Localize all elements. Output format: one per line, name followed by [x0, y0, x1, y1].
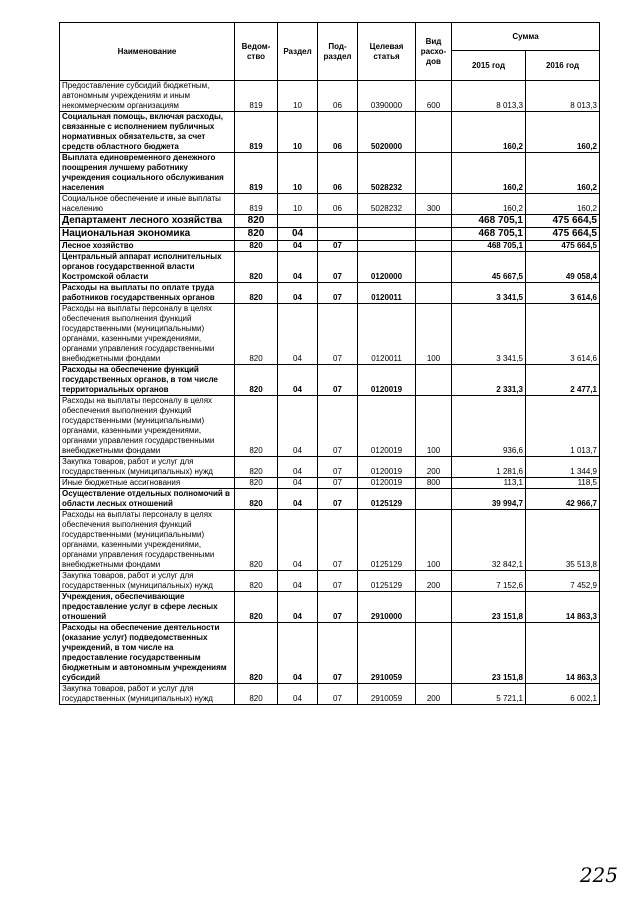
row-name: Расходы на обеспечение функций государственных органов, в том числе территориальных органов — [60, 365, 235, 396]
row-value-2015: 5 721,1 — [452, 684, 526, 705]
table-row — [60, 241, 600, 252]
table-row — [60, 396, 600, 457]
row-target — [358, 215, 416, 228]
row-value-2016: 160,2 — [526, 153, 600, 194]
table-row — [60, 365, 600, 396]
row-value-2016: 2 477,1 — [526, 365, 600, 396]
row-value-2016: 475 664,5 — [526, 241, 600, 252]
row-name: Центральный аппарат исполнительных органов государственной власти Костромской области — [60, 252, 235, 283]
row-exptype — [416, 153, 452, 194]
row-target — [358, 228, 416, 241]
row-name: Выплата единовременного денежного поощрения лучшему работнику учреждения социального обслуживания населения — [60, 153, 235, 194]
header-dept: Ведом- ство — [235, 23, 278, 81]
row-dept: 819 — [235, 194, 278, 215]
row-target: 0120019 — [358, 396, 416, 457]
row-dept: 820 — [235, 478, 278, 489]
row-subsection: 06 — [318, 153, 358, 194]
table-row — [60, 571, 600, 592]
row-subsection — [318, 228, 358, 241]
row-name: Лесное хозяйство — [60, 241, 235, 252]
row-name: Закупка товаров, работ и услуг для государственных (муниципальных) нужд — [60, 684, 235, 705]
row-value-2016: 475 664,5 — [526, 228, 600, 241]
row-section: 10 — [278, 81, 318, 112]
row-value-2015: 3 341,5 — [452, 304, 526, 365]
header-exptype: Вид расхо- дов — [416, 23, 452, 81]
row-name: Социальное обеспечение и иные выплаты населению — [60, 194, 235, 215]
row-exptype: 200 — [416, 571, 452, 592]
row-exptype: 200 — [416, 457, 452, 478]
row-exptype — [416, 215, 452, 228]
row-dept: 820 — [235, 684, 278, 705]
row-name: Закупка товаров, работ и услуг для государственных (муниципальных) нужд — [60, 571, 235, 592]
row-exptype — [416, 283, 452, 304]
row-subsection: 07 — [318, 592, 358, 623]
table-row — [60, 153, 600, 194]
row-name: Учреждения, обеспечивающие предоставление услуг в сфере лесных отношений — [60, 592, 235, 623]
row-subsection: 07 — [318, 571, 358, 592]
row-exptype — [416, 489, 452, 510]
row-subsection: 07 — [318, 283, 358, 304]
row-target: 5020000 — [358, 112, 416, 153]
row-subsection: 06 — [318, 81, 358, 112]
row-dept: 820 — [235, 457, 278, 478]
row-name: Расходы на выплаты персоналу в целях обеспечения выполнения функций государственными (муниципальными) органами, казенными учреждениями, органами управления государственными внебюджетными фондами — [60, 510, 235, 571]
row-exptype: 100 — [416, 510, 452, 571]
row-dept: 819 — [235, 81, 278, 112]
row-subsection: 07 — [318, 396, 358, 457]
row-subsection: 07 — [318, 457, 358, 478]
header-sum: Сумма — [452, 23, 600, 51]
table-row — [60, 112, 600, 153]
row-target: 0120011 — [358, 304, 416, 365]
row-exptype — [416, 228, 452, 241]
row-name: Департамент лесного хозяйства — [60, 215, 235, 228]
row-section: 04 — [278, 478, 318, 489]
row-dept: 820 — [235, 215, 278, 228]
row-name: Расходы на выплаты персоналу в целях обеспечения выполнения функций государственными (муниципальными) органами, казенными учреждениями, органами управления государственными внебюджетными фондами — [60, 304, 235, 365]
row-target: 0125129 — [358, 571, 416, 592]
row-section: 10 — [278, 112, 318, 153]
row-target: 2910059 — [358, 684, 416, 705]
row-value-2015: 3 341,5 — [452, 283, 526, 304]
row-value-2015: 2 331,3 — [452, 365, 526, 396]
table-row — [60, 478, 600, 489]
row-section: 04 — [278, 510, 318, 571]
row-name: Расходы на обеспечение деятельности (оказание услуг) подведомственных учреждений, в том числе на предоставление государственным бюджетным и автономным учреждениям субсидий — [60, 623, 235, 684]
row-dept: 820 — [235, 365, 278, 396]
row-target: 0120019 — [358, 457, 416, 478]
table-row — [60, 489, 600, 510]
row-target: 5028232 — [358, 153, 416, 194]
row-subsection: 07 — [318, 304, 358, 365]
row-section: 04 — [278, 365, 318, 396]
table-row — [60, 623, 600, 684]
row-exptype: 100 — [416, 304, 452, 365]
row-value-2015: 32 842,1 — [452, 510, 526, 571]
row-section: 04 — [278, 304, 318, 365]
row-section: 04 — [278, 571, 318, 592]
row-dept: 820 — [235, 252, 278, 283]
row-dept: 820 — [235, 510, 278, 571]
table-row — [60, 592, 600, 623]
row-section: 04 — [278, 252, 318, 283]
row-dept: 820 — [235, 592, 278, 623]
header-name: Наименование — [60, 23, 235, 81]
row-value-2015: 160,2 — [452, 153, 526, 194]
row-subsection: 06 — [318, 194, 358, 215]
row-value-2015: 1 281,6 — [452, 457, 526, 478]
table-row — [60, 283, 600, 304]
row-name: Социальная помощь, включая расходы, связанные с исполнением публичных нормативных обязательств, за счет средств областного бюджета — [60, 112, 235, 153]
row-subsection — [318, 215, 358, 228]
row-name: Осуществление отдельных полномочий в области лесных отношений — [60, 489, 235, 510]
row-exptype: 600 — [416, 81, 452, 112]
row-name: Предоставление субсидий бюджетным, автономным учреждениям и иным некоммерческим организациям — [60, 81, 235, 112]
row-subsection: 07 — [318, 252, 358, 283]
row-target — [358, 241, 416, 252]
row-target: 0120019 — [358, 365, 416, 396]
row-dept: 820 — [235, 283, 278, 304]
row-section: 04 — [278, 283, 318, 304]
row-section: 04 — [278, 457, 318, 478]
row-exptype — [416, 592, 452, 623]
row-value-2015: 45 667,5 — [452, 252, 526, 283]
row-subsection: 07 — [318, 510, 358, 571]
row-dept: 820 — [235, 396, 278, 457]
row-exptype — [416, 623, 452, 684]
row-value-2016: 35 513,8 — [526, 510, 600, 571]
row-value-2016: 42 966,7 — [526, 489, 600, 510]
row-value-2015: 23 151,8 — [452, 623, 526, 684]
table-row — [60, 684, 600, 705]
table-row — [60, 228, 600, 241]
row-name: Расходы на выплаты по оплате труда работников государственных органов — [60, 283, 235, 304]
row-value-2016: 160,2 — [526, 112, 600, 153]
row-name: Закупка товаров, работ и услуг для государственных (муниципальных) нужд — [60, 457, 235, 478]
row-dept: 820 — [235, 304, 278, 365]
row-section: 04 — [278, 396, 318, 457]
row-section: 04 — [278, 592, 318, 623]
row-value-2015: 23 151,8 — [452, 592, 526, 623]
row-target: 0125129 — [358, 510, 416, 571]
row-exptype: 100 — [416, 396, 452, 457]
row-value-2016: 160,2 — [526, 194, 600, 215]
page-number: 225 — [579, 863, 618, 887]
row-section: 10 — [278, 153, 318, 194]
row-dept: 819 — [235, 153, 278, 194]
row-value-2016: 3 614,6 — [526, 304, 600, 365]
row-section: 04 — [278, 623, 318, 684]
row-value-2015: 936,6 — [452, 396, 526, 457]
row-dept: 820 — [235, 571, 278, 592]
row-target: 0120011 — [358, 283, 416, 304]
row-value-2015: 468 705,1 — [452, 241, 526, 252]
row-target: 0125129 — [358, 489, 416, 510]
row-exptype: 800 — [416, 478, 452, 489]
row-value-2016: 475 664,5 — [526, 215, 600, 228]
row-value-2015: 468 705,1 — [452, 215, 526, 228]
table-row — [60, 252, 600, 283]
row-exptype — [416, 112, 452, 153]
row-section: 04 — [278, 489, 318, 510]
row-value-2016: 1 013,7 — [526, 396, 600, 457]
budget-table — [59, 22, 600, 705]
row-target: 5028232 — [358, 194, 416, 215]
table-row — [60, 457, 600, 478]
row-subsection: 07 — [318, 478, 358, 489]
row-exptype — [416, 241, 452, 252]
header-target: Целевая статья — [358, 23, 416, 81]
row-target: 2910000 — [358, 592, 416, 623]
row-value-2015: 160,2 — [452, 194, 526, 215]
row-value-2016: 6 002,1 — [526, 684, 600, 705]
row-subsection: 07 — [318, 489, 358, 510]
row-value-2016: 14 863,3 — [526, 623, 600, 684]
row-name: Расходы на выплаты персоналу в целях обеспечения выполнения функций государственными (муниципальными) органами, казенными учреждениями, органами управления государственными внебюджетными фондами — [60, 396, 235, 457]
row-value-2015: 7 152,6 — [452, 571, 526, 592]
row-value-2015: 39 994,7 — [452, 489, 526, 510]
row-value-2016: 8 013,3 — [526, 81, 600, 112]
row-exptype — [416, 365, 452, 396]
row-name: Иные бюджетные ассигнования — [60, 478, 235, 489]
row-dept: 819 — [235, 112, 278, 153]
row-target: 0120000 — [358, 252, 416, 283]
row-name: Национальная экономика — [60, 228, 235, 241]
row-value-2016: 49 058,4 — [526, 252, 600, 283]
table-row — [60, 81, 600, 112]
row-target: 0390000 — [358, 81, 416, 112]
row-subsection: 07 — [318, 365, 358, 396]
row-value-2015: 113,1 — [452, 478, 526, 489]
row-value-2016: 1 344,9 — [526, 457, 600, 478]
row-value-2016: 3 614,6 — [526, 283, 600, 304]
row-value-2015: 8 013,3 — [452, 81, 526, 112]
header-2016: 2016 год — [526, 51, 600, 81]
row-section: 10 — [278, 194, 318, 215]
row-subsection: 06 — [318, 112, 358, 153]
row-dept: 820 — [235, 228, 278, 241]
row-dept: 820 — [235, 241, 278, 252]
row-value-2015: 468 705,1 — [452, 228, 526, 241]
row-section — [278, 215, 318, 228]
row-section: 04 — [278, 241, 318, 252]
table-row — [60, 510, 600, 571]
row-subsection: 07 — [318, 241, 358, 252]
row-subsection: 07 — [318, 623, 358, 684]
table-row — [60, 194, 600, 215]
table-row — [60, 304, 600, 365]
row-value-2016: 14 863,3 — [526, 592, 600, 623]
row-dept: 820 — [235, 623, 278, 684]
table-row — [60, 215, 600, 228]
row-value-2015: 160,2 — [452, 112, 526, 153]
header-section: Раздел — [278, 23, 318, 81]
row-section: 04 — [278, 228, 318, 241]
row-target: 0120019 — [358, 478, 416, 489]
row-exptype — [416, 252, 452, 283]
row-dept: 820 — [235, 489, 278, 510]
header-2015: 2015 год — [452, 51, 526, 81]
row-exptype: 200 — [416, 684, 452, 705]
row-exptype: 300 — [416, 194, 452, 215]
header-subsection: Под- раздел — [318, 23, 358, 81]
row-value-2016: 118,5 — [526, 478, 600, 489]
row-subsection: 07 — [318, 684, 358, 705]
row-value-2016: 7 452,9 — [526, 571, 600, 592]
row-target: 2910059 — [358, 623, 416, 684]
row-section: 04 — [278, 684, 318, 705]
